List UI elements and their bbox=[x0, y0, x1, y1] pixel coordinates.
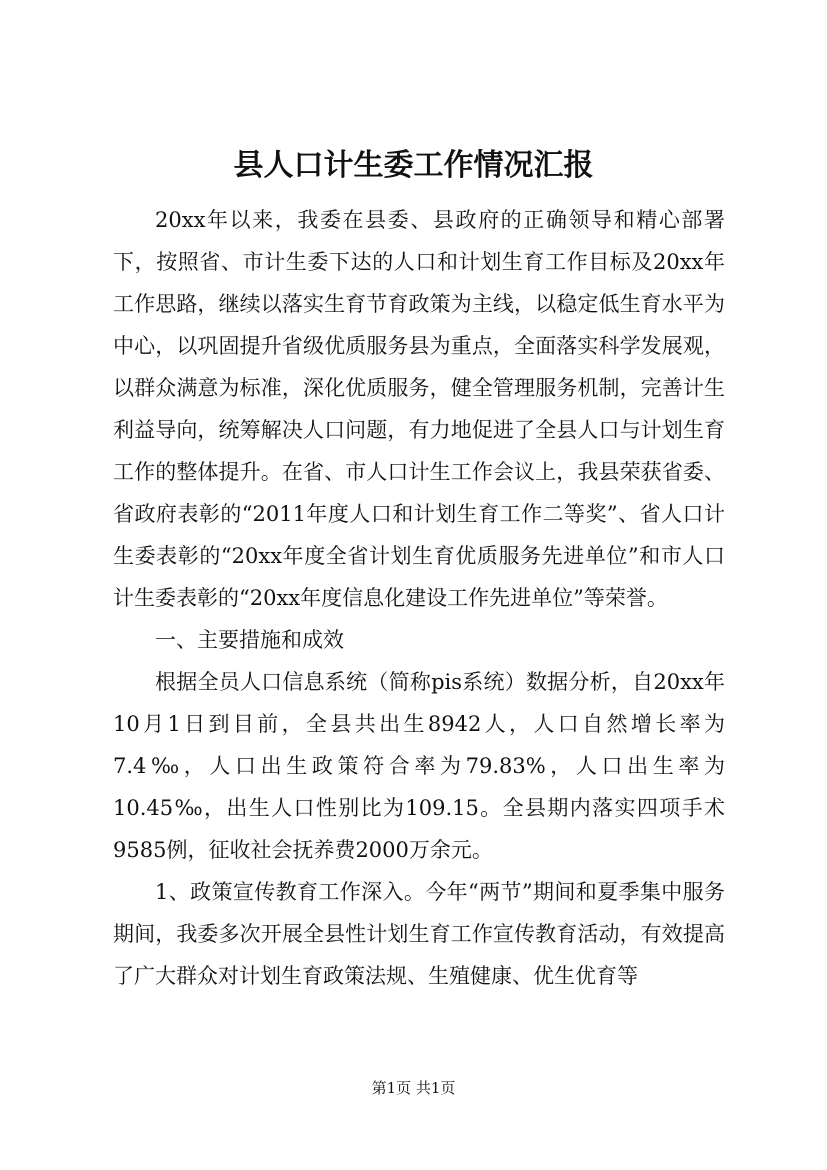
page-number: 第1页 共1页 bbox=[371, 1079, 456, 1097]
intro-paragraph: 20xx年以来，我委在县委、县政府的正确领导和精心部署下，按照省、市计生委下达的人口和计划生育工作目标及20xx年工作思路，继续以落实生育节育政策为主线，以稳定低生育水平为中心，以巩固提升省级优质服务县为重点，全面落实科学发展观，以群众满意为标准，深化优质服务，健全管理服务机制，完善计生利益导向，统筹解决人口问题，有力地促进了全县人口与计划生育工作的整体提升。在省、市人口计生工作会议上，我县荣获省委、省政府表彰的“2011年度人口和计划生育工作二等奖”、省人口计生委表彰的“20xx年度全省计划生育优质服务先进单位”和市人口计生委表彰的“20xx年度信息化建设工作先进单位”等荣誉。 bbox=[113, 208, 725, 610]
policy-paragraph: 1、政策宣传教育工作深入。今年“两节”期间和夏季集中服务期间，我委多次开展全县性计划生育工作宣传教育活动，有效提高了广大群众对计划生育政策法规、生殖健康、优生优育等 bbox=[113, 880, 725, 988]
document-title: 县人口计生委工作情况汇报 bbox=[233, 148, 594, 183]
document-body bbox=[113, 199, 725, 997]
section-heading: 一、主要措施和成效 bbox=[155, 628, 344, 652]
statistics-paragraph: 根据全员人口信息系统（简称pis系统）数据分析，自20xx年10月1日到目前，全县共出生8942人，人口自然增长率为7.4‰，人口出生政策符合率为79.83%，人口出生率为10.45‰，出生人口性别比为109.15。全县期内落实四项手术9585例，征收社会抚养费2000万余元。 bbox=[113, 670, 725, 862]
